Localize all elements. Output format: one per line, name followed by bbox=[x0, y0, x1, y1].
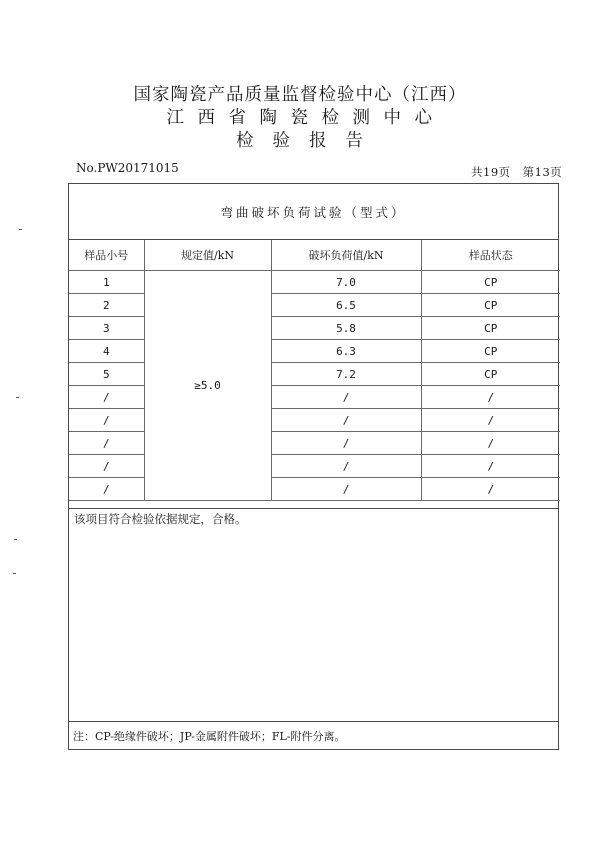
table-row bbox=[69, 317, 560, 340]
table-row bbox=[69, 432, 560, 455]
conclusion-text: 该项目符合检验依据规定，合格。 bbox=[69, 508, 558, 722]
scan-mark bbox=[14, 539, 17, 540]
sample-number-cell: 2 bbox=[69, 294, 144, 317]
table-row bbox=[69, 294, 560, 317]
sample-state-cell: CP bbox=[421, 271, 560, 294]
sample-state-cell: / bbox=[421, 386, 560, 409]
scan-mark bbox=[19, 229, 22, 230]
report-title: 检验报告 bbox=[236, 131, 382, 151]
sample-state-cell: CP bbox=[421, 294, 560, 317]
column-header-failure-load: 破坏负荷值/kN bbox=[271, 240, 421, 271]
sample-state-cell: CP bbox=[421, 340, 560, 363]
table-header-row bbox=[69, 240, 560, 271]
sample-state-cell: / bbox=[421, 432, 560, 455]
sample-number-cell: / bbox=[69, 455, 144, 478]
table-row bbox=[69, 363, 560, 386]
table-row bbox=[69, 478, 560, 501]
sample-number-cell: 3 bbox=[69, 317, 144, 340]
test-table-title: 弯曲破坏负荷试验（型式） bbox=[69, 184, 558, 240]
sample-number-cell: 4 bbox=[69, 340, 144, 363]
scan-mark bbox=[16, 397, 19, 398]
table-row bbox=[69, 386, 560, 409]
table-row bbox=[69, 340, 560, 363]
provincial-center-name: 江西省陶瓷检测中心 bbox=[166, 108, 446, 128]
failure-load-cell: 5.8 bbox=[271, 317, 421, 340]
sample-number-cell: / bbox=[69, 409, 144, 432]
failure-load-cell: / bbox=[271, 432, 421, 455]
failure-load-cell: 7.2 bbox=[271, 363, 421, 386]
scan-mark bbox=[13, 573, 16, 574]
failure-load-cell: / bbox=[271, 409, 421, 432]
sample-state-cell: / bbox=[421, 478, 560, 501]
sample-state-cell: / bbox=[421, 409, 560, 432]
sample-number-cell: / bbox=[69, 478, 144, 501]
bending-load-table bbox=[69, 240, 560, 501]
column-header-sample-no: 样品小号 bbox=[69, 240, 144, 271]
column-header-sample-state: 样品状态 bbox=[421, 240, 560, 271]
failure-load-cell: / bbox=[271, 386, 421, 409]
table-row bbox=[69, 271, 560, 294]
sample-state-cell: CP bbox=[421, 317, 560, 340]
report-number: No.PW20171015 bbox=[76, 161, 179, 175]
legend-note: 注：CP-绝缘件破坏；JP-金属附件破坏；FL-附件分离。 bbox=[73, 730, 346, 743]
table-row bbox=[69, 409, 560, 432]
failure-load-cell: / bbox=[271, 478, 421, 501]
sample-number-cell: / bbox=[69, 386, 144, 409]
sample-number-cell: 1 bbox=[69, 271, 144, 294]
failure-load-cell: / bbox=[271, 455, 421, 478]
sample-state-cell: CP bbox=[421, 363, 560, 386]
sample-number-cell: 5 bbox=[69, 363, 144, 386]
report-header bbox=[0, 84, 600, 153]
test-result-frame bbox=[68, 183, 559, 750]
failure-load-cell: 6.3 bbox=[271, 340, 421, 363]
failure-load-cell: 7.0 bbox=[271, 271, 421, 294]
sample-number-cell: / bbox=[69, 432, 144, 455]
center-name: 国家陶瓷产品质量监督检验中心（江西） bbox=[133, 85, 467, 105]
table-row bbox=[69, 455, 560, 478]
spec-value-cell: ≥5.0 bbox=[144, 271, 271, 501]
column-header-spec-value: 规定值/kN bbox=[144, 240, 271, 271]
failure-load-cell: 6.5 bbox=[271, 294, 421, 317]
sample-state-cell: / bbox=[421, 455, 560, 478]
page-count: 共19页 第13页 bbox=[471, 165, 563, 179]
